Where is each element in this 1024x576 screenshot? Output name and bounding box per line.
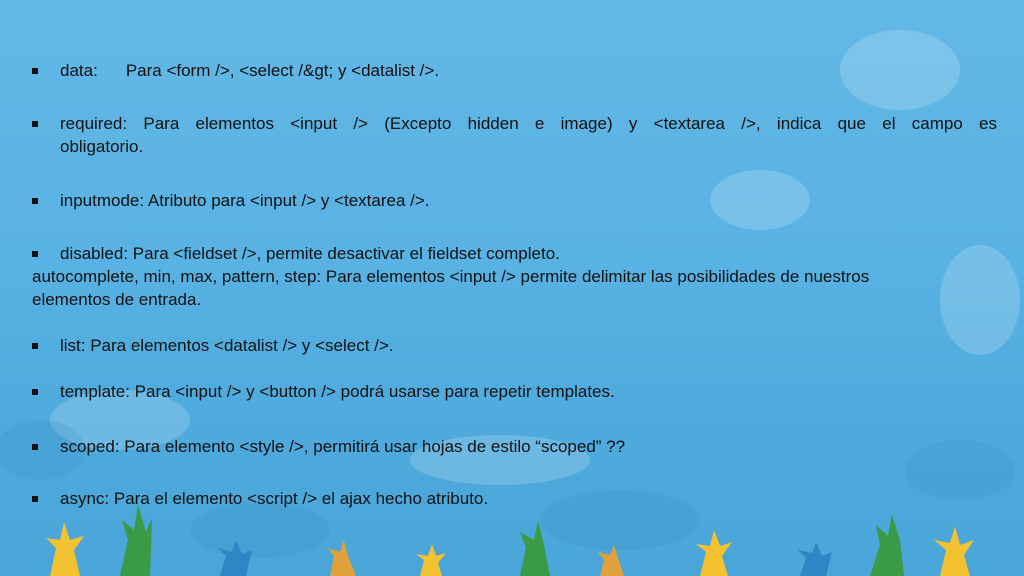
- list-item-inputmode: inputmode: Atributo para <input /> y <textarea />.: [60, 191, 430, 210]
- bullet-marker: [32, 343, 38, 349]
- list-item-continuation: elementos de entrada.: [32, 290, 202, 309]
- bullet-marker: [32, 198, 38, 204]
- list-item-disabled: disabled: Para <fieldset />, permite desactivar el fieldset completo.: [60, 244, 560, 263]
- list-item-autocomplete: autocomplete, min, max, pattern, step: Para elementos <input /> permite delimitar las posibilidades de nuestros: [32, 267, 870, 286]
- bullet-marker: [32, 444, 38, 450]
- bullet-marker: [32, 121, 38, 127]
- list-item-async: async: Para el elemento <script /> el ajax hecho atributo.: [60, 489, 489, 508]
- list-item-continuation: obligatorio.: [60, 137, 144, 156]
- list-item-template: template: Para <input /> y <button /> podrá usarse para repetir templates.: [60, 382, 615, 401]
- item-text: Para <form />, <select /&gt; y <datalist />.: [125, 61, 440, 80]
- bullet-marker: [32, 389, 38, 395]
- list-item-scoped: scoped: Para elemento <style />, permitirá usar hojas de estilo “scoped” ??: [60, 437, 626, 456]
- item-label: data:: [60, 61, 98, 80]
- list-item-list: list: Para elementos <datalist /> y <select />.: [60, 336, 394, 355]
- list-item-data: [60, 60, 439, 82]
- bullet-marker: [32, 496, 38, 502]
- bullet-marker: [32, 251, 38, 257]
- bullet-marker: [32, 68, 38, 74]
- list-item-required: required: Para elementos <input /> (Excepto hidden e image) y <textarea />, indica que el campo es: [60, 114, 997, 133]
